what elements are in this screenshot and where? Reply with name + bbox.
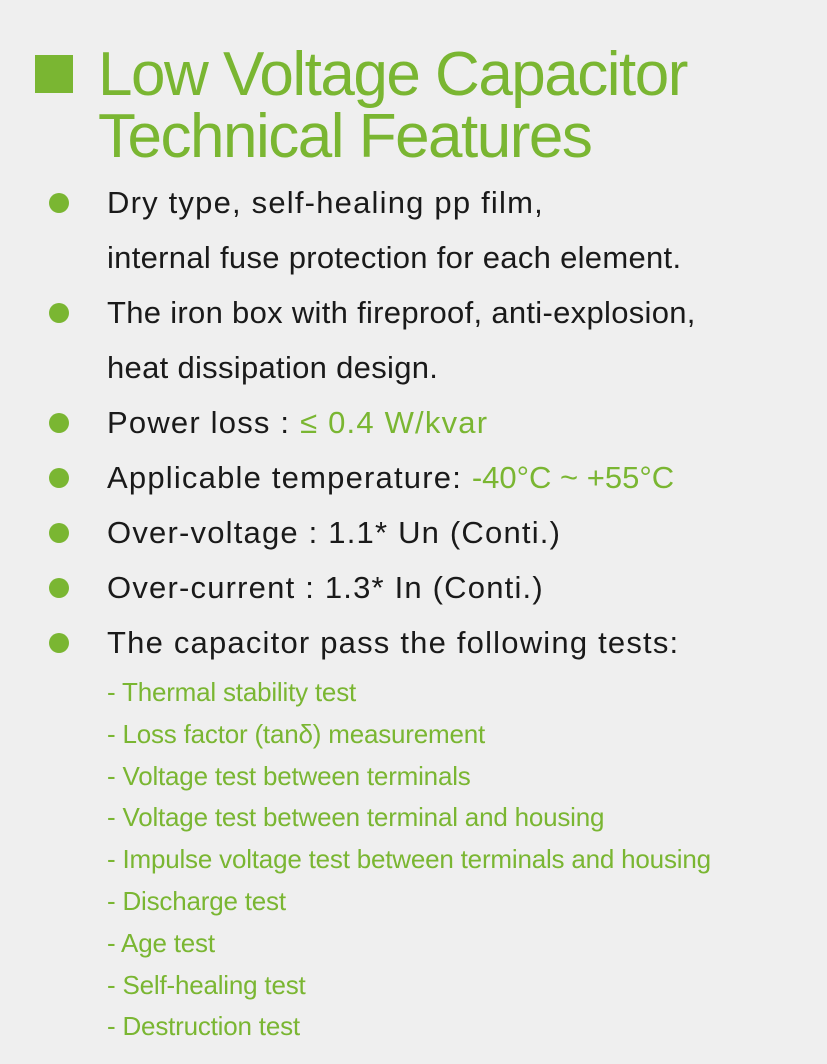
feature-text: Dry type, self-healing pp film, [107, 185, 544, 220]
test-item: - Loss factor (tanδ) measurement [107, 718, 485, 749]
test-item: - Voltage test between terminal and housing [107, 802, 605, 833]
title-line-1: Low Voltage Capacitor [98, 40, 687, 109]
bullet-dot-icon [49, 303, 69, 323]
test-item: - Voltage test between terminals [107, 760, 471, 791]
test-list [107, 672, 711, 1048]
feature-label: Power loss : [107, 405, 301, 440]
test-item: - Destruction test [107, 1011, 300, 1042]
feature-text-continued: internal fuse protection for each element. [107, 240, 682, 275]
page-title [98, 40, 687, 171]
feature-text: Over-voltage : 1.1* Un (Conti.) [107, 515, 562, 550]
test-item: - Self-healing test [107, 969, 306, 1000]
bullet-dot-icon [49, 468, 69, 488]
feature-text [107, 450, 674, 506]
test-item: - Discharge test [107, 885, 286, 916]
bullet-dot-icon [49, 193, 69, 213]
feature-text: The iron box with fireproof, anti-explosion, [107, 295, 696, 330]
feature-label: Applicable temperature: [107, 460, 472, 495]
bullet-dot-icon [49, 633, 69, 653]
test-item: - Age test [107, 927, 215, 958]
test-item: - Thermal stability test [107, 677, 357, 707]
feature-text [107, 395, 488, 451]
bullet-dot-icon [49, 413, 69, 433]
title-square-icon [35, 55, 73, 93]
bullet-dot-icon [49, 578, 69, 598]
feature-text: The capacitor pass the following tests: [107, 625, 680, 660]
bullet-dot-icon [49, 523, 69, 543]
title-line-2: Technical Features [98, 102, 592, 171]
feature-value: -40°C ~ +55°C [471, 460, 675, 495]
test-item: - Impulse voltage test between terminals and housing [107, 844, 711, 875]
feature-text: Over-current : 1.3* In (Conti.) [107, 570, 544, 605]
feature-text-continued: heat dissipation design. [107, 350, 439, 385]
feature-value: ≤ 0.4 W/kvar [300, 405, 489, 440]
